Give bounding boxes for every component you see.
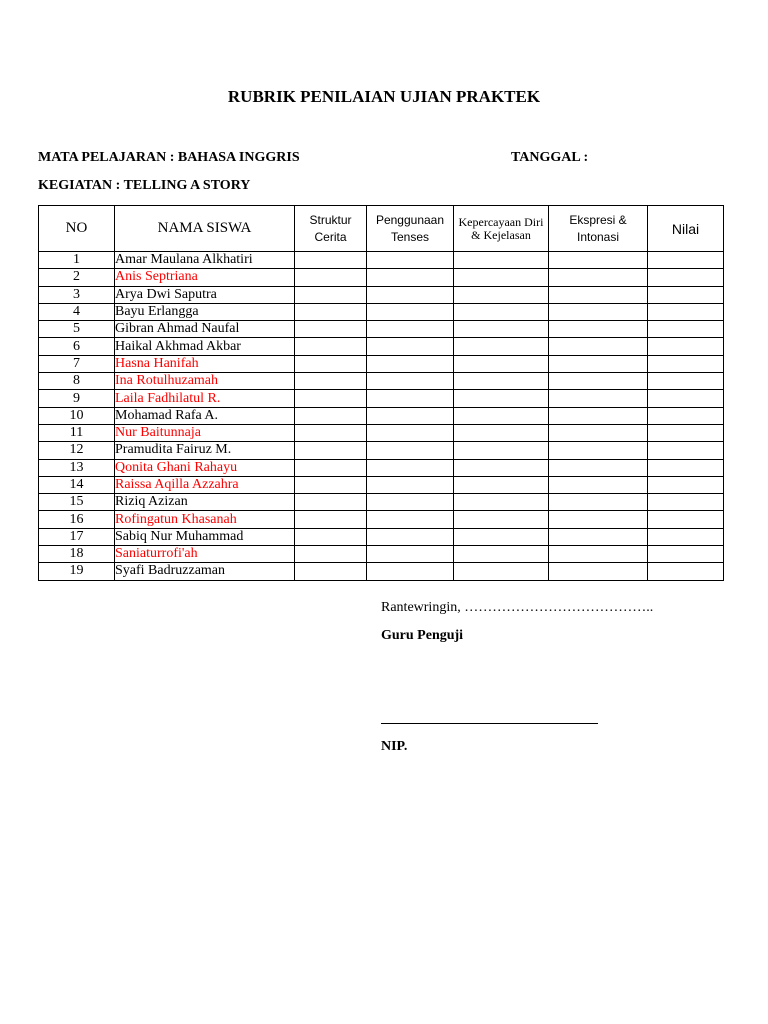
score-penggunaan-tenses <box>367 511 454 528</box>
score-penggunaan-tenses <box>367 528 454 545</box>
score-struktur-cerita <box>295 303 367 320</box>
row-number: 18 <box>39 546 115 563</box>
student-name: Saniaturrofi'ah <box>115 546 295 563</box>
score-nilai <box>648 528 724 545</box>
score-ekspresi-intonasi <box>549 546 648 563</box>
score-kepercayaan-diri <box>454 563 549 580</box>
header-struktur-cerita: Struktur Cerita <box>295 206 367 252</box>
score-ekspresi-intonasi <box>549 286 648 303</box>
table-row <box>39 528 724 545</box>
rubric-table <box>38 205 724 581</box>
score-nilai <box>648 546 724 563</box>
table-row <box>39 563 724 580</box>
row-number: 10 <box>39 407 115 424</box>
score-ekspresi-intonasi <box>549 269 648 286</box>
score-struktur-cerita <box>295 338 367 355</box>
table-row <box>39 252 724 269</box>
row-number: 14 <box>39 476 115 493</box>
score-struktur-cerita <box>295 390 367 407</box>
row-number: 2 <box>39 269 115 286</box>
header-nilai: Nilai <box>648 206 724 252</box>
student-name: Syafi Badruzzaman <box>115 563 295 580</box>
score-nilai <box>648 476 724 493</box>
table-row <box>39 424 724 441</box>
score-ekspresi-intonasi <box>549 459 648 476</box>
score-nilai <box>648 355 724 372</box>
row-number: 17 <box>39 528 115 545</box>
score-nilai <box>648 459 724 476</box>
score-nilai <box>648 442 724 459</box>
score-nilai <box>648 338 724 355</box>
table-row <box>39 303 724 320</box>
score-struktur-cerita <box>295 252 367 269</box>
score-struktur-cerita <box>295 528 367 545</box>
score-struktur-cerita <box>295 407 367 424</box>
score-nilai <box>648 494 724 511</box>
score-ekspresi-intonasi <box>549 563 648 580</box>
score-struktur-cerita <box>295 494 367 511</box>
score-struktur-cerita <box>295 476 367 493</box>
table-row <box>39 511 724 528</box>
student-name: Haikal Akhmad Akbar <box>115 338 295 355</box>
row-number: 11 <box>39 424 115 441</box>
activity-line: KEGIATAN : TELLING A STORY <box>38 178 251 193</box>
table-header-row <box>39 206 724 252</box>
student-name: Pramudita Fairuz M. <box>115 442 295 459</box>
subject-line: MATA PELAJARAN : BAHASA INGGRIS <box>38 150 300 165</box>
score-penggunaan-tenses <box>367 338 454 355</box>
score-penggunaan-tenses <box>367 459 454 476</box>
student-name: Rofingatun Khasanah <box>115 511 295 528</box>
score-struktur-cerita <box>295 546 367 563</box>
score-kepercayaan-diri <box>454 390 549 407</box>
score-penggunaan-tenses <box>367 563 454 580</box>
row-number: 4 <box>39 303 115 320</box>
signature-role: Guru Penguji <box>381 628 464 643</box>
student-name: Arya Dwi Saputra <box>115 286 295 303</box>
header-no: NO <box>39 206 115 252</box>
student-name: Hasna Hanifah <box>115 355 295 372</box>
score-kepercayaan-diri <box>454 269 549 286</box>
header-ekspresi-intonasi: Ekspresi & Intonasi <box>549 206 648 252</box>
score-ekspresi-intonasi <box>549 511 648 528</box>
score-ekspresi-intonasi <box>549 390 648 407</box>
table-row <box>39 476 724 493</box>
score-penggunaan-tenses <box>367 442 454 459</box>
signature-line <box>381 723 598 724</box>
student-name: Sabiq Nur Muhammad <box>115 528 295 545</box>
student-name: Raissa Aqilla Azzahra <box>115 476 295 493</box>
score-nilai <box>648 252 724 269</box>
score-struktur-cerita <box>295 459 367 476</box>
score-ekspresi-intonasi <box>549 252 648 269</box>
table-row <box>39 546 724 563</box>
header-nama-siswa: NAMA SISWA <box>115 206 295 252</box>
score-kepercayaan-diri <box>454 476 549 493</box>
score-kepercayaan-diri <box>454 494 549 511</box>
document-title: RUBRIK PENILAIAN UJIAN PRAKTEK <box>227 87 541 106</box>
score-kepercayaan-diri <box>454 286 549 303</box>
score-kepercayaan-diri <box>454 355 549 372</box>
score-penggunaan-tenses <box>367 269 454 286</box>
row-number: 12 <box>39 442 115 459</box>
score-kepercayaan-diri <box>454 511 549 528</box>
score-penggunaan-tenses <box>367 476 454 493</box>
student-name: Anis Septriana <box>115 269 295 286</box>
score-nilai <box>648 390 724 407</box>
score-kepercayaan-diri <box>454 321 549 338</box>
score-kepercayaan-diri <box>454 252 549 269</box>
score-struktur-cerita <box>295 442 367 459</box>
score-ekspresi-intonasi <box>549 424 648 441</box>
score-penggunaan-tenses <box>367 355 454 372</box>
table-row <box>39 442 724 459</box>
row-number: 13 <box>39 459 115 476</box>
score-penggunaan-tenses <box>367 252 454 269</box>
student-name: Amar Maulana Alkhatiri <box>115 252 295 269</box>
score-kepercayaan-diri <box>454 528 549 545</box>
student-name: Qonita Ghani Rahayu <box>115 459 295 476</box>
score-struktur-cerita <box>295 511 367 528</box>
score-kepercayaan-diri <box>454 424 549 441</box>
student-name: Riziq Azizan <box>115 494 295 511</box>
row-number: 7 <box>39 355 115 372</box>
row-number: 8 <box>39 373 115 390</box>
student-name: Nur Baitunnaja <box>115 424 295 441</box>
header-kepercayaan-diri: Kepercayaan Diri & Kejelasan <box>454 206 549 252</box>
score-ekspresi-intonasi <box>549 373 648 390</box>
score-struktur-cerita <box>295 321 367 338</box>
score-kepercayaan-diri <box>454 459 549 476</box>
score-struktur-cerita <box>295 286 367 303</box>
row-number: 6 <box>39 338 115 355</box>
table-row <box>39 321 724 338</box>
score-struktur-cerita <box>295 563 367 580</box>
student-name: Bayu Erlangga <box>115 303 295 320</box>
score-ekspresi-intonasi <box>549 303 648 320</box>
score-nilai <box>648 424 724 441</box>
score-penggunaan-tenses <box>367 286 454 303</box>
student-name: Ina Rotulhuzamah <box>115 373 295 390</box>
table-row <box>39 494 724 511</box>
score-struktur-cerita <box>295 424 367 441</box>
score-ekspresi-intonasi <box>549 494 648 511</box>
score-kepercayaan-diri <box>454 303 549 320</box>
row-number: 3 <box>39 286 115 303</box>
score-kepercayaan-diri <box>454 546 549 563</box>
table-body <box>39 252 724 581</box>
score-ekspresi-intonasi <box>549 355 648 372</box>
score-ekspresi-intonasi <box>549 442 648 459</box>
score-nilai <box>648 407 724 424</box>
score-nilai <box>648 563 724 580</box>
score-nilai <box>648 303 724 320</box>
score-nilai <box>648 321 724 338</box>
signature-place-date: Rantewringin, ………………………………….. <box>381 600 654 615</box>
date-line: TANGGAL : <box>511 150 589 165</box>
score-nilai <box>648 269 724 286</box>
signature-nip: NIP. <box>381 739 408 754</box>
score-kepercayaan-diri <box>454 407 549 424</box>
score-penggunaan-tenses <box>367 494 454 511</box>
score-nilai <box>648 286 724 303</box>
table-row <box>39 355 724 372</box>
score-penggunaan-tenses <box>367 303 454 320</box>
header-penggunaan-tenses: Penggunaan Tenses <box>367 206 454 252</box>
table-row <box>39 269 724 286</box>
row-number: 16 <box>39 511 115 528</box>
table-row <box>39 373 724 390</box>
student-name: Mohamad Rafa A. <box>115 407 295 424</box>
score-struktur-cerita <box>295 269 367 286</box>
score-ekspresi-intonasi <box>549 528 648 545</box>
table-row <box>39 390 724 407</box>
score-struktur-cerita <box>295 355 367 372</box>
score-ekspresi-intonasi <box>549 407 648 424</box>
score-kepercayaan-diri <box>454 338 549 355</box>
table-row <box>39 407 724 424</box>
score-penggunaan-tenses <box>367 390 454 407</box>
score-kepercayaan-diri <box>454 373 549 390</box>
score-nilai <box>648 511 724 528</box>
score-kepercayaan-diri <box>454 442 549 459</box>
table-row <box>39 338 724 355</box>
row-number: 1 <box>39 252 115 269</box>
score-struktur-cerita <box>295 373 367 390</box>
score-ekspresi-intonasi <box>549 321 648 338</box>
table-row <box>39 286 724 303</box>
row-number: 5 <box>39 321 115 338</box>
score-penggunaan-tenses <box>367 321 454 338</box>
student-name: Laila Fadhilatul R. <box>115 390 295 407</box>
score-penggunaan-tenses <box>367 546 454 563</box>
table-row <box>39 459 724 476</box>
score-penggunaan-tenses <box>367 424 454 441</box>
score-penggunaan-tenses <box>367 373 454 390</box>
row-number: 15 <box>39 494 115 511</box>
score-ekspresi-intonasi <box>549 338 648 355</box>
score-ekspresi-intonasi <box>549 476 648 493</box>
score-penggunaan-tenses <box>367 407 454 424</box>
score-nilai <box>648 373 724 390</box>
row-number: 19 <box>39 563 115 580</box>
student-name: Gibran Ahmad Naufal <box>115 321 295 338</box>
row-number: 9 <box>39 390 115 407</box>
